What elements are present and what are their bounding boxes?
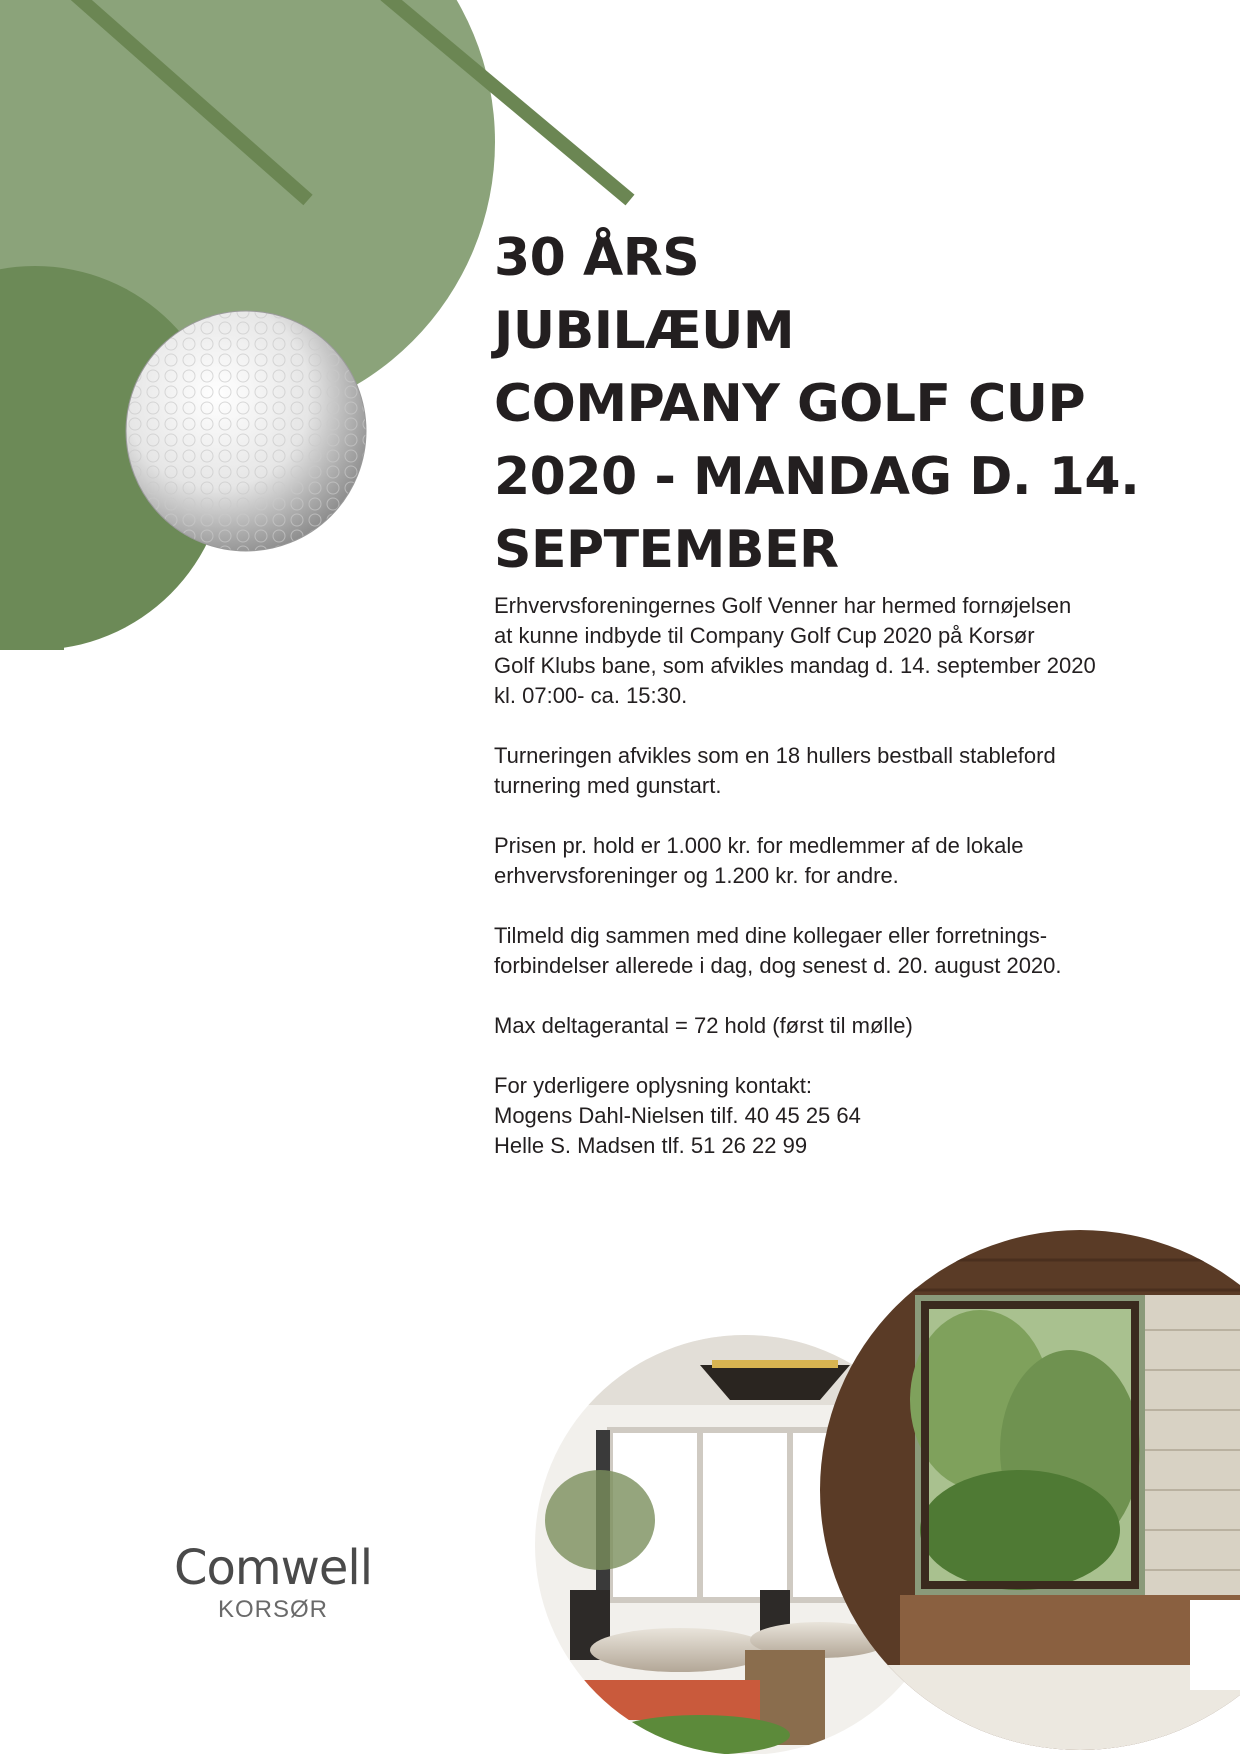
invitation-body xyxy=(494,591,1154,1161)
format-paragraph xyxy=(494,741,1154,801)
headline-line-5: SEPTEMBER xyxy=(494,520,839,580)
contact-person: Helle S. Madsen tlf. 51 26 22 99 xyxy=(494,1133,808,1158)
price-line: erhvervsforeninger og 1.200 kr. for andre. xyxy=(494,863,899,888)
headline-line-1: 30 ÅRS xyxy=(494,228,700,288)
intro-line: kl. 07:00- ca. 15:30. xyxy=(494,683,688,708)
signup-line: forbindelser allerede i dag, dog senest d. 20. august 2020. xyxy=(494,953,1062,978)
signup-paragraph xyxy=(494,921,1154,981)
logo-name: Comwell xyxy=(173,1540,373,1596)
headline-line-4: 2020 - MANDAG D. 14. xyxy=(494,447,1140,507)
format-line: turnering med gunstart. xyxy=(494,773,722,798)
signup-line: Tilmeld dig sammen med dine kollegaer eller forretnings- xyxy=(494,923,1048,948)
contact-paragraph xyxy=(494,1071,1154,1161)
price-paragraph xyxy=(494,831,1154,891)
intro-paragraph xyxy=(494,591,1154,711)
dark-green-rect xyxy=(0,630,64,650)
format-line: Turneringen afvikles som en 18 hullers bestball stableford xyxy=(494,743,1056,768)
main-content xyxy=(494,222,1154,1191)
intro-line: Erhvervsforeningernes Golf Venner har hermed fornøjelsen xyxy=(494,593,1072,618)
intro-line: Golf Klubs bane, som afvikles mandag d. 14. september 2020 xyxy=(494,653,1096,678)
max-line: Max deltagerantal = 72 hold (først til mølle) xyxy=(494,1013,913,1038)
max-participants xyxy=(494,1011,1154,1041)
headline-line-3: COMPANY GOLF CUP xyxy=(494,374,1086,434)
price-line: Prisen pr. hold er 1.000 kr. for medlemmer af de lokale xyxy=(494,833,1024,858)
intro-line: at kunne indbyde til Company Golf Cup 2020 på Korsør xyxy=(494,623,1035,648)
contact-person: Mogens Dahl-Nielsen tilf. 40 45 25 64 xyxy=(494,1103,861,1128)
page-title xyxy=(494,222,1154,587)
logo-location: KORSØR xyxy=(217,1596,328,1623)
contact-heading: For yderligere oplysning kontakt: xyxy=(494,1073,812,1098)
comwell-logo xyxy=(138,1540,408,1624)
headline-line-2: JUBILÆUM xyxy=(494,301,795,361)
